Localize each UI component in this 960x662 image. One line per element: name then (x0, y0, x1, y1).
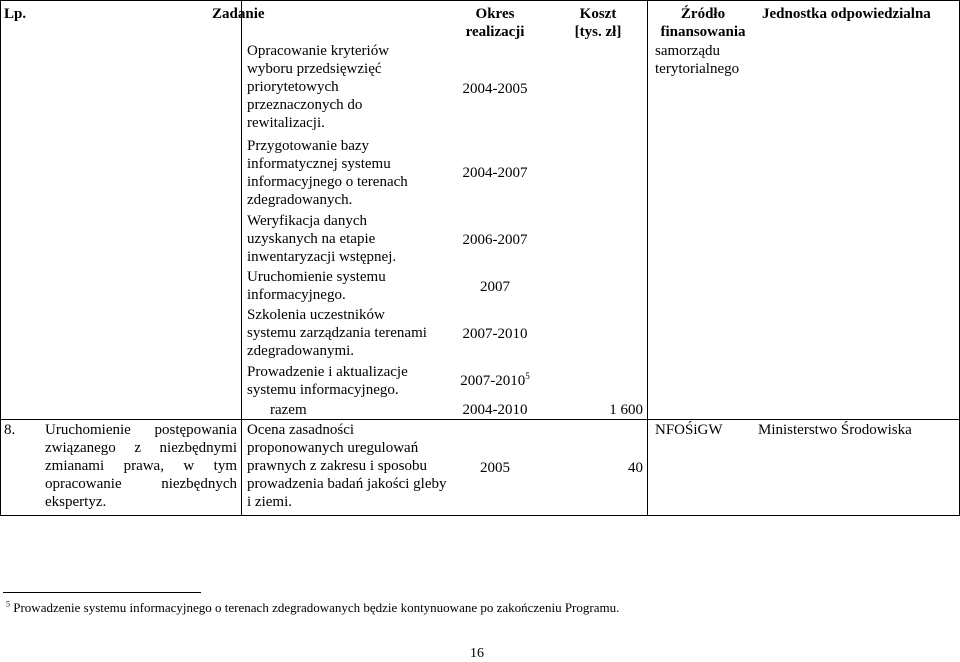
task-period (445, 372, 545, 390)
task-period: 2006-2007 (462, 232, 528, 248)
total-period: 2004-2010 (462, 402, 528, 418)
row-responsible: Ministerstwo Środowiska (758, 422, 912, 438)
task-name: Szkolenia uczestników systemu zarządzania terenami zdegradowanymi. (247, 307, 427, 359)
task-period: 2004-2007 (462, 165, 528, 181)
footnote-text: Prowadzenie systemu informacyjnego o terenach zdegradowanych będzie kontynuowane po zakończeniu Programu. (13, 600, 620, 615)
footnote-ref: 5 (525, 371, 530, 381)
row-cost: 40 (628, 460, 643, 476)
task-name: Weryfikacja danych uzyskanych na etapie inwentaryzacji wstępnej. (247, 213, 397, 265)
row-period: 2005 (480, 460, 510, 476)
task-period: 2004-2005 (462, 81, 528, 97)
header-koszt: Koszt [tys. zł] (574, 6, 622, 40)
footnote (6, 600, 619, 616)
header-lp: Lp. (4, 6, 27, 22)
total-label: razem (270, 402, 307, 418)
table-border-bottom (0, 515, 960, 516)
col-divider (647, 0, 648, 516)
page-number: 16 (470, 646, 484, 661)
header-jednostka: Jednostka odpowiedzialna (762, 6, 931, 22)
col-divider (0, 0, 1, 516)
task-period-value: 2007-2010 (460, 373, 526, 389)
header-okres: Okres realizacji (465, 6, 525, 40)
task-period: 2007 (480, 279, 510, 295)
total-cost: 1 600 (609, 402, 643, 418)
header-zadanie: Zadanie (212, 6, 265, 22)
table-border-top (0, 0, 960, 1)
task-name: Prowadzenie i aktualizacje systemu informacyjnego. (247, 364, 408, 398)
col-divider (241, 0, 242, 516)
task-period: 2007-2010 (462, 326, 528, 342)
task-name: Opracowanie kryteriów wyboru przedsięwzięć priorytetowych przeznaczonych do rewitalizacji. (247, 43, 390, 131)
sub-task: Ocena zasadności proponowanych uregulowań prawnych z zakresu i sposobu prowadzenia badań jakości gleby i ziemi. (247, 422, 447, 510)
task-name: Uruchomienie systemu informacyjnego. (247, 269, 386, 303)
row-divider-8 (0, 419, 960, 420)
header-zrodlo: Źródło finansowania (660, 6, 746, 40)
footnote-number: 5 (6, 599, 10, 609)
row-source: NFOŚiGW (655, 422, 723, 438)
row-task: Uruchomienie postępowania związanego z niezbędnymi zmianami prawa, w tym opracowanie niezbędnych ekspertyz. (45, 422, 237, 510)
footnote-separator (3, 592, 201, 593)
task-name: Przygotowanie bazy informatycznej systemu informacyjnego o terenach zdegradowanych. (247, 138, 408, 208)
source-cell: samorządu terytorialnego (655, 43, 740, 77)
row-number: 8. (4, 422, 16, 438)
